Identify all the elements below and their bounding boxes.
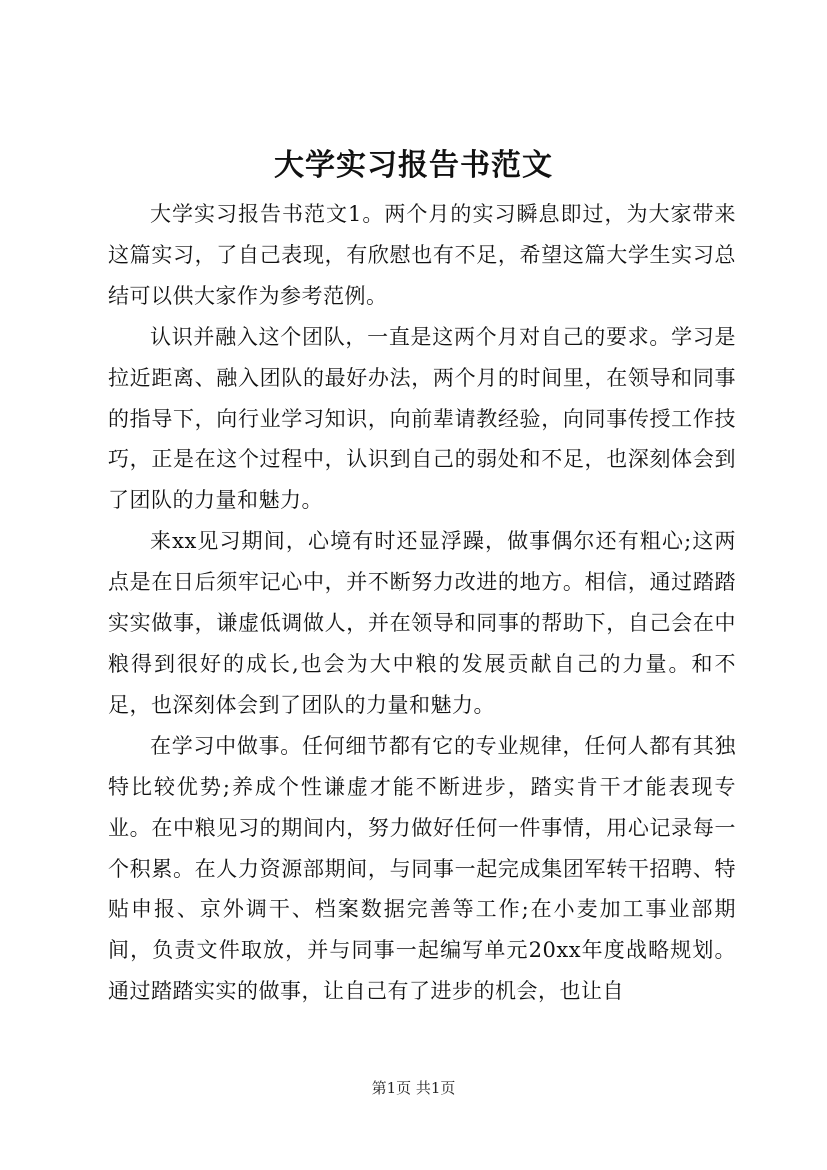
paragraph-2: 认识并融入这个团队，一直是这两个月对自己的要求。学习是拉近距离、融入团队的最好办法，两个月的时间里，在领导和同事的指导下，向行业学习知识，向前辈请教经验，向同事传授工作技巧，正是在这个过程中，认识到自己的弱处和不足，也深刻体会到了团队的力量和魅力。	[108, 324, 736, 513]
paragraph-3: 来xx见习期间，心境有时还显浮躁，做事偶尔还有粗心;这两点是在日后须牢记心中，并不断努力改进的地方。相信，通过踏踏实实做事，谦虚低调做人，并在领导和同事的帮助下，自己会在中粮得到很好的成长,也会为大中粮的发展贡献自己的力量。和不足，也深刻体会到了团队的力量和魅力。	[108, 529, 736, 717]
document-title: 大学实习报告书范文	[274, 148, 553, 183]
page-footer: 第1页 共1页	[371, 1079, 456, 1097]
paragraph-4: 在学习中做事。任何细节都有它的专业规律，任何人都有其独特比较优势;养成个性谦虚才能不断进步，踏实肯干才能表现专业。在中粮见习的期间内，努力做好任何一件事情，用心记录每一个积累。在人力资源部期间，与同事一起完成集团军转干招聘、特贴申报、京外调干、档案数据完善等工作;在小麦加工事业部期间，负责文件取放，并与同事一起编写单元20xx年度战略规划。通过踏踏实实的做事，让自己有了进步的机会，也让自	[108, 733, 736, 1004]
document-body	[108, 194, 736, 1012]
paragraph-1: 大学实习报告书范文1。两个月的实习瞬息即过，为大家带来这篇实习，了自己表现，有欣慰也有不足，希望这篇大学生实习总结可以供大家作为参考范例。	[108, 202, 736, 308]
